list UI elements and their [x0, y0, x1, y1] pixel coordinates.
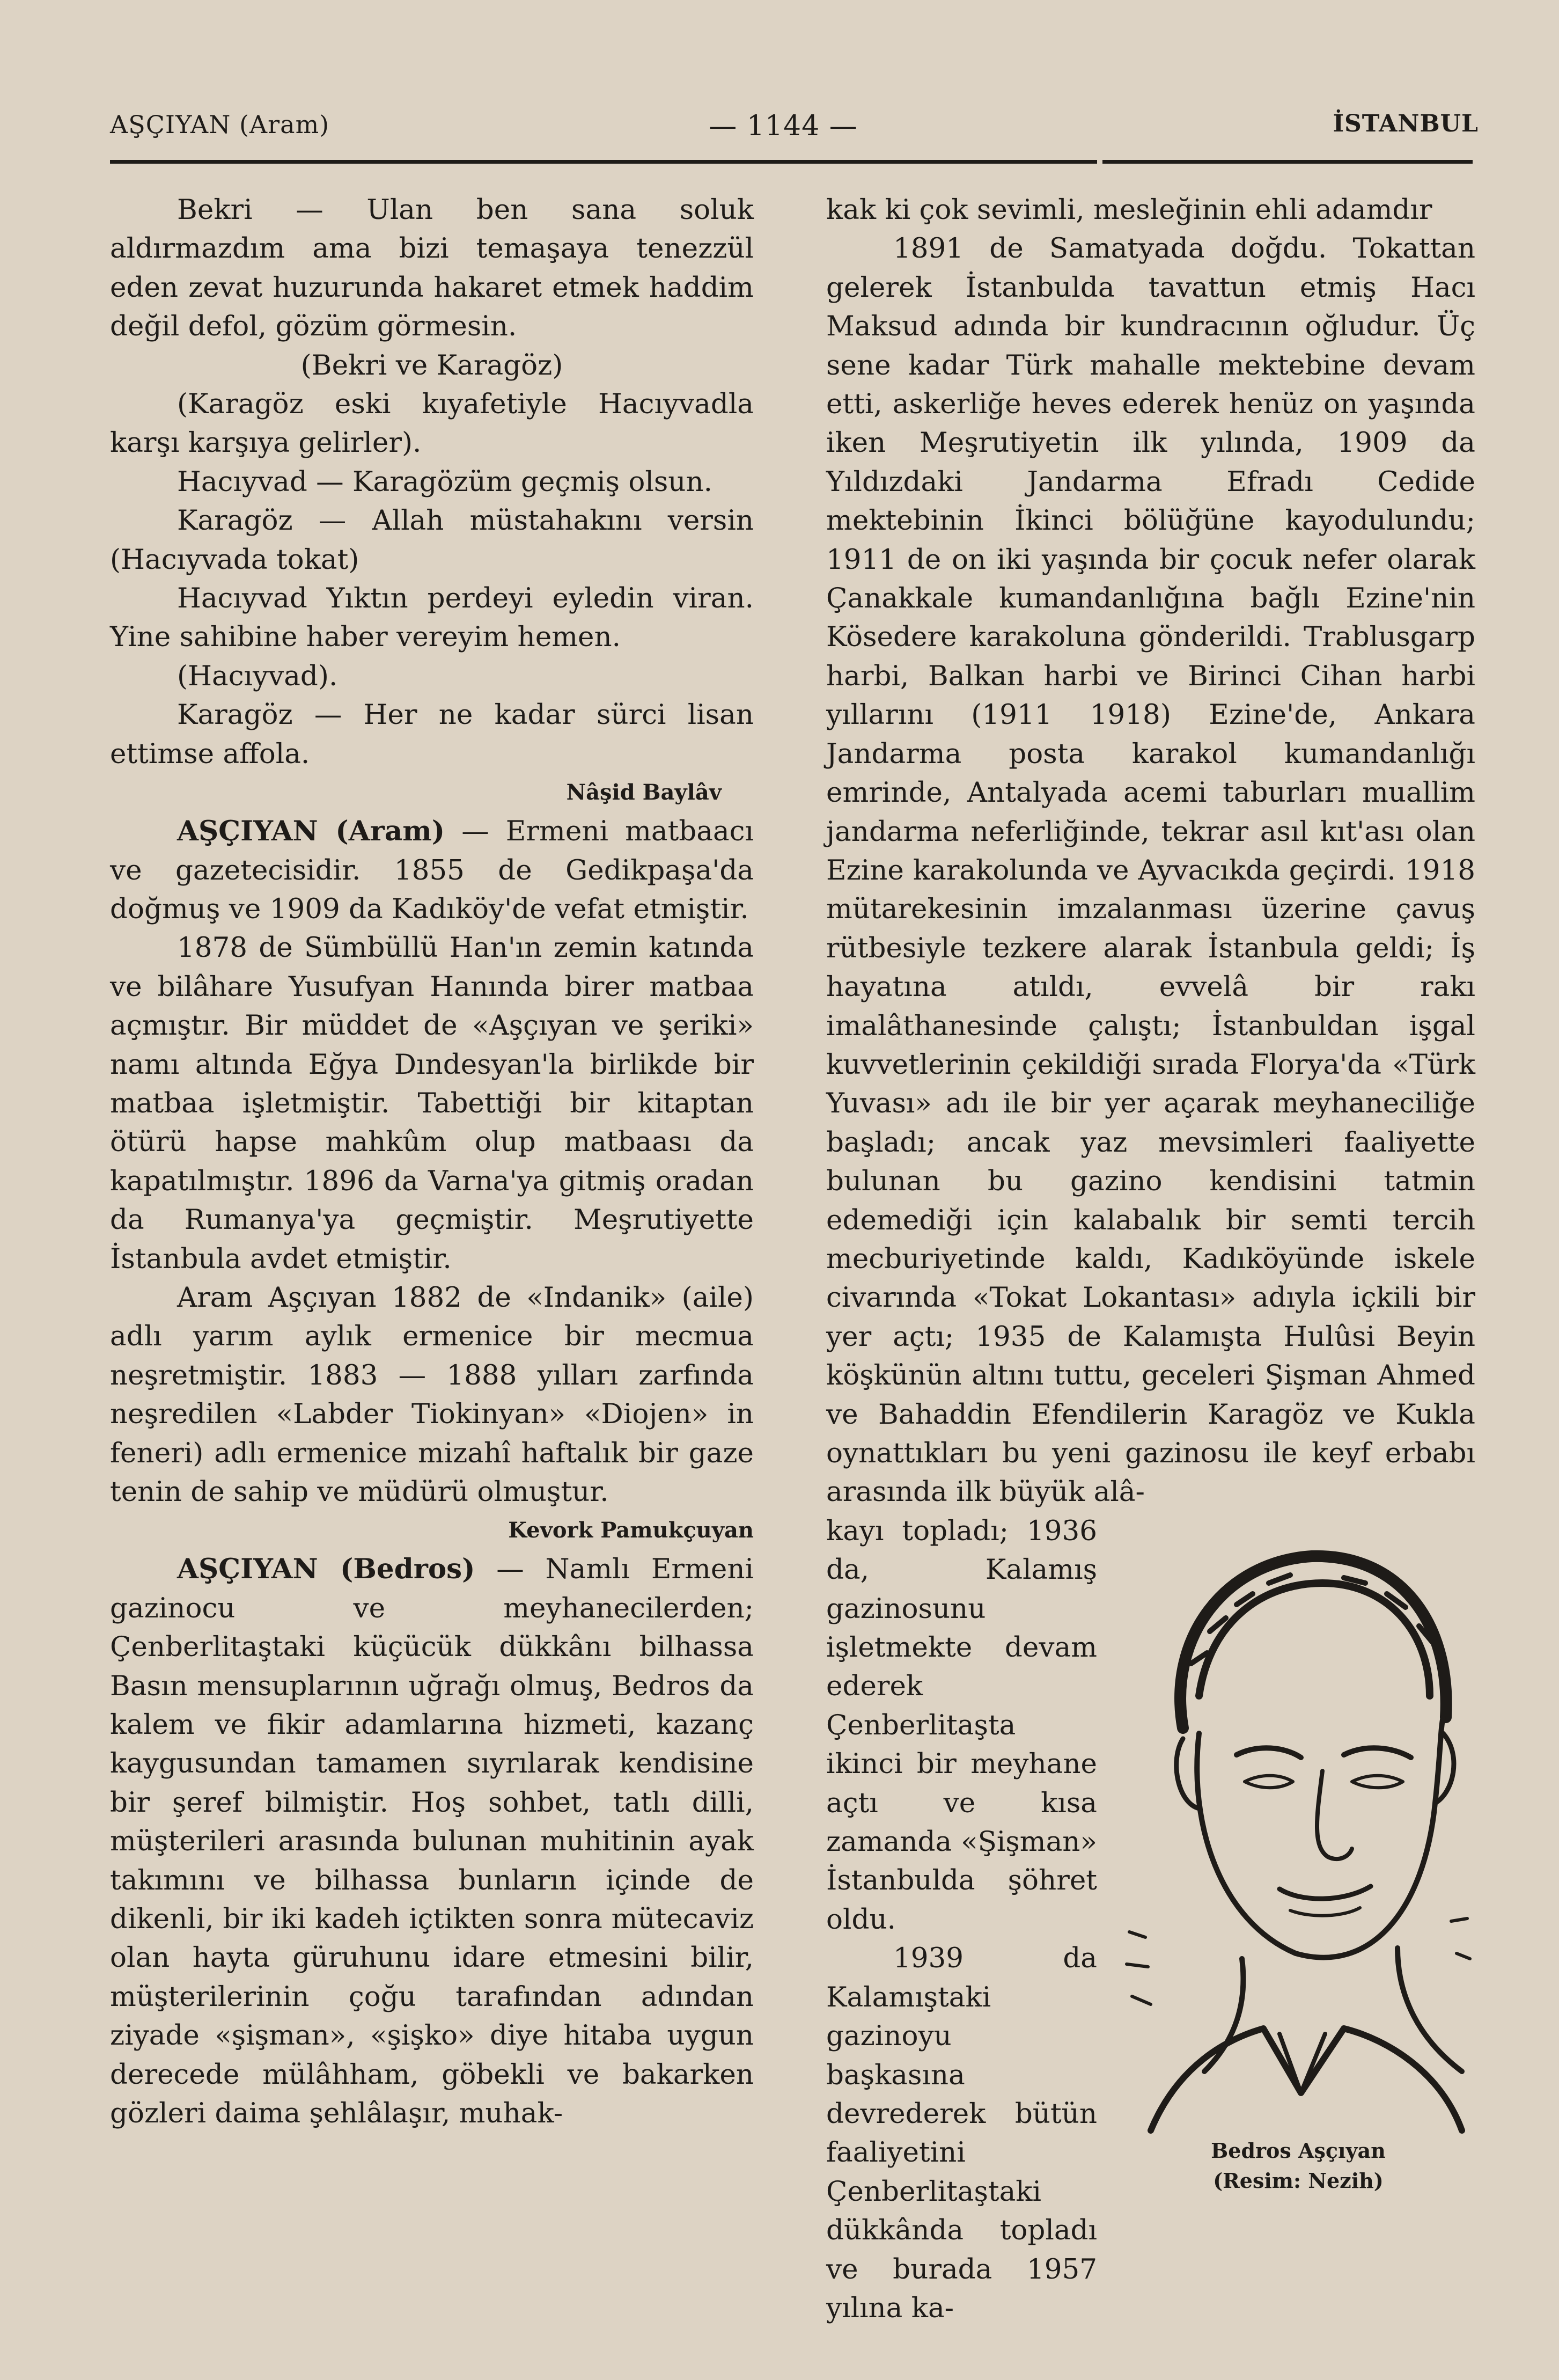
- paragraph: kayı topladı; 1936 da, Kalamış gazinosunu işletmekte devam ederek Çenberlitaşta ikinci bir meyhane açtı ve kısa zamanda «Şişman» İstanbulda şöhret oldu.: [826, 1514, 1097, 1936]
- entry-bedros: [110, 1550, 754, 2133]
- running-header-entry: AŞÇIYAN (Aram): [110, 110, 330, 139]
- left-column: [110, 191, 754, 2133]
- entry-text: — Ermeni matbaacı ve gazetecisidir. 1855 de Gedikpaşa'da doğmuş ve 1909 da Kadıköy'de vefat etmiştir.: [110, 815, 754, 925]
- paragraph: 1891 de Samatyada doğdu. Tokattan gelerek İstanbulda tavattun etmiş Hacı Maksud adında bir kundracının oğludur. Üç sene kadar Türk mahalle mektebine devam etti, askerliğe heves ederek henüz on yaşında iken Meşrutiyetin ilk yılında, 1909 da Yıldızdaki Jandarma Efradı Cedide mektebinin İkinci bölüğüne kayodulundu; 1911 de on iki yaşında bir çocuk nefer olarak Çanakkale kumandanlığına bağlı Ezine'nin Kösedere karakoluna gönderildi. Trablusgarp harbi, Balkan harbi ve Birinci Cihan harbi yıllarını (1911 1918) Ezine'de, Ankara Jandarma posta karakol kumandanlığı emrinde, Antalyada acemi taburları muallim jandarma neferliğinde, tekrar asıl kıt'ası olan Ezine karakolunda ve Ayvacıkda geçirdi. 1918 mütarekesinin imzalanması üzerine çavuş rütbesiyle tezkere alarak İstanbula geldi; İş hayatına atıldı, evvelâ bir rakı imalâthanesinde çalıştı; İstanbuldan işgal kuvvetlerinin çekildiği sırada Florya'da «Türk Yuvası» adı ile bir yer açarak meyhaneciliğe başladı; ancak yaz mevsimleri faaliyette bulunan bu gazino kendisini tatmin edemediği için kalabalık bir semti tercih mecburiyetinde kaldı, Kadıköyünde iskele civarında «Tokat Lokantası» adıyla içkili bir yer açtı; 1935 de Kalamışta Hulûsi Beyin köşkünün altını tuttu, geceleri Şişman Ahmed ve Bahaddin Efendilerin Karagöz ve Kukla oynattıkları bu yeni gazinosu ile keyf erbabı arasında ilk büyük alâ-: [826, 232, 1475, 1508]
- entry-headword: AŞÇIYAN (Aram): [177, 815, 445, 848]
- paragraph: (Karagöz eski kıyafetiyle Hacıyvadla karşı karşıya gelirler).: [110, 388, 754, 459]
- header-rule-left: [110, 160, 1097, 164]
- paragraph: Karagöz — Allah müstahakını versin (Hacıyvada tokat): [110, 504, 754, 576]
- paragraph: Hacıyvad Yıktın perdeyi eyledin viran. Yine sahibine haber vereyim hemen.: [110, 582, 754, 654]
- caption-name: Bedros Aşçıyan: [1211, 2139, 1386, 2163]
- author-signature: Nâşid Baylâv: [566, 780, 722, 805]
- paragraph: Bekri — Ulan ben sana soluk aldırmazdım ama bizi temaşaya tenezzül eden zevat huzurunda hakaret etmek haddim değil defol, gözüm görmesin.: [110, 194, 754, 343]
- entry-text: — Namlı Ermeni gazinocu ve meyhanecilerden; Çenberlitaştaki küçücük dükkânı bilhassa Basın mensuplarının uğrağı olmuş, Bedros da kalem ve fikir adamlarına hizmeti, kazanç kaygusundan tamamen sıyrılarak kendisine bir şeref bilmiştir. Hoş sohbet, tatlı dilli, müşterileri arasında bulunan muhitinin ayak takımını ve bilhassa bunların içinde de dikenli, bir iki kadeh içtikten sonra mütecaviz olan hayta güruhunu idare etmesini bilir, müşterilerinin çoğu tarafından adından ziyade «şişman», «şişko» diye hitaba uygun derecede mülâhham, göbekli ve bakarken gözleri daima şehlâlaşır, muhak-: [110, 1553, 754, 2130]
- entry-headword: AŞÇIYAN (Bedros): [177, 1553, 475, 1586]
- paragraph: Aram Aşçıyan 1882 de «Indanik» (aile) adlı yarım aylık ermenice bir mecmua neşretmiştir. 1883 — 1888 yılları zarfında neşredilen «Labder Tiokinyan» «Diojen» in feneri) adlı ermenice mizahî haftalık bir gaze tenin de sahip ve müdürü olmuştur.: [110, 1281, 754, 1508]
- author-signature: Kevork Pamukçuyan: [508, 1518, 754, 1543]
- portrait-caption: [1153, 2136, 1443, 2196]
- paragraph: kak ki çok sevimli, mesleğinin ehli adamdır: [826, 194, 1432, 226]
- paragraph: 1878 de Sümbüllü Han'ın zemin katında ve bilâhare Yusufyan Hanında birer matbaa açmıştır. Bir müddet de «Aşçıyan ve şeriki» namı altında Eğya Dındesyan'la birlikde bir matbaa işletmiştir. Tabettiği bir kitaptan ötürü hapse mahkûm olup matbaası da kapatılmıştır. 1896 da Varna'ya gitmiş oradan da Rumanya'ya geçmiştir. Meşrutiyette İstanbula avdet etmiştir.: [110, 932, 754, 1275]
- paragraph: 1939 da Kalamıştaki gazinoyu başkasına devrederek bütün faaliyetini Çenberlitaştaki dükkânda topladı ve burada 1957 yılına ka-: [826, 1942, 1097, 2324]
- paragraph: Karagöz — Her ne kadar sürci lisan ettimse affola.: [110, 699, 754, 770]
- caption-credit: (Resim: Nezih): [1213, 2169, 1384, 2193]
- portrait-sketch: [1119, 1503, 1478, 2136]
- header-rule-right: [1102, 160, 1473, 164]
- paragraph: Hacıyvad — Karagözüm geçmiş olsun.: [177, 465, 713, 498]
- running-header-volume: İSTANBUL: [1333, 110, 1479, 137]
- paragraph: (Hacıyvad).: [177, 660, 338, 692]
- page-number: — 1144 —: [709, 110, 858, 142]
- entry-aram: [110, 812, 754, 928]
- paragraph: (Bekri ve Karagöz): [300, 349, 563, 382]
